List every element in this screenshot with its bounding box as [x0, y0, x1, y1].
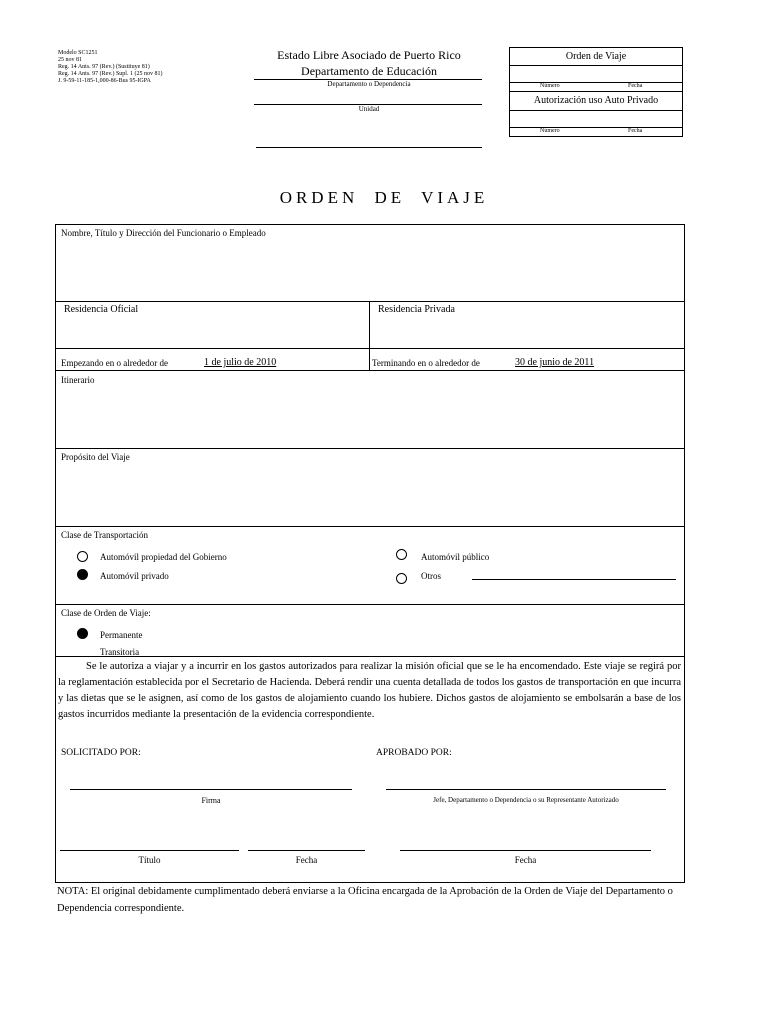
- date-label: Fecha: [628, 83, 643, 89]
- order-permanent-radio[interactable]: [77, 628, 88, 639]
- row-divider: [55, 604, 685, 605]
- title-field-label: Título: [138, 855, 161, 865]
- order-class-label: Clase de Orden de Viaje:: [61, 608, 151, 618]
- travel-order-number-title: Orden de Viaje: [565, 51, 627, 62]
- purpose-label: Propósito del Viaje: [61, 452, 130, 462]
- row-divider: [55, 448, 685, 449]
- row-divider: [55, 348, 685, 349]
- travel-order-number-field[interactable]: [510, 82, 682, 83]
- ref-divider: [510, 65, 682, 66]
- department-name: Departamento de Educación: [301, 64, 437, 78]
- transport-option-label: Automóvil propiedad del Gobierno: [100, 552, 227, 562]
- approval-date-line[interactable]: [400, 850, 651, 851]
- ref-divider: [510, 91, 682, 92]
- private-car-auth-title: Autorización uso Auto Privado: [533, 95, 659, 106]
- form-meta-line: Reg. 14 Ants. 97 (Rev.) (Sustituye 81): [58, 64, 150, 70]
- dept-label: Departamento o Dependencia: [327, 80, 411, 88]
- start-date-label: Empezando en o alrededor de: [61, 358, 168, 368]
- transport-other-radio[interactable]: [396, 573, 407, 584]
- requested-by-label: SOLICITADO POR:: [61, 748, 141, 758]
- form-metadata: [58, 50, 208, 85]
- request-date-line[interactable]: [248, 850, 365, 851]
- row-divider: [55, 656, 685, 657]
- official-residence-label: Residencia Oficial: [64, 304, 139, 315]
- transport-gov-car-radio[interactable]: [77, 551, 88, 562]
- purpose-field[interactable]: [56, 464, 684, 524]
- number-label: Número: [540, 128, 560, 134]
- form-meta-line: Reg. 14 Ants. 97 (Rev.) Supl. 1 (25 nov 81): [58, 71, 163, 77]
- request-date-label: Fecha: [295, 855, 318, 865]
- authorization-text: Se le autoriza a viajar y a incurrir en los gastos autorizados para realizar la misión oficial que se le ha encomendado. Este viaje se regirá por la reglamentación establecida por el Secretario de Hacienda. Deberá rendir una cuenta detallada de todos los gastos de transportación en que incurra y las dietas que se le asignen, así como de los gastos de alojamiento cuando los hubiere. Dichos gastos de alojamiento se embolsarán a base de los gastos incurridos mediante la presentación de la evidencia correspondiente.: [58, 661, 681, 720]
- itinerary-label: Itinerario: [61, 375, 95, 385]
- transport-option-label: Automóvil privado: [100, 571, 169, 581]
- chief-label: Jefe, Departamento o Dependencia o su Representante Autorizado: [433, 796, 619, 804]
- number-label: Número: [540, 83, 560, 89]
- approver-signature-line[interactable]: [386, 789, 666, 790]
- requester-signature-line[interactable]: [70, 789, 352, 790]
- private-residence-label: Residencia Privada: [378, 304, 455, 315]
- form-meta-line: J. 9-59-11-185-1,000-86-Bus 95-IGPA: [58, 78, 151, 84]
- private-car-auth-number-field[interactable]: [510, 127, 682, 128]
- end-date-value[interactable]: 30 de junio de 2011: [515, 357, 595, 368]
- column-divider: [369, 301, 370, 370]
- order-option-label: Permanente: [100, 630, 143, 640]
- title-line[interactable]: [60, 850, 239, 851]
- footer-note: NOTA: El original debidamente cumplimentado deberá enviarse a la Oficina encargada de la Aprobación de la Orden de Viaje del Departamento o Dependencia correspondiente.: [57, 886, 673, 914]
- transport-option-label: Automóvil público: [421, 552, 490, 562]
- transport-option-label: Otros: [421, 571, 441, 581]
- transport-private-car-radio[interactable]: [77, 569, 88, 580]
- row-divider: [55, 526, 685, 527]
- order-option-label: Transitoria: [100, 647, 140, 657]
- signature-label: Firma: [201, 796, 221, 805]
- approval-date-label: Fecha: [514, 855, 537, 865]
- approved-by-label: APROBADO POR:: [376, 748, 452, 758]
- transport-other-field[interactable]: [472, 579, 676, 580]
- row-divider: [55, 301, 685, 302]
- employee-name-field[interactable]: [56, 240, 684, 300]
- form-meta-line: 25 nov 81: [58, 57, 82, 63]
- row-divider: [55, 370, 685, 371]
- page-title: ORDEN DE VIAJE: [279, 188, 489, 207]
- transport-class-label: Clase de Transportación: [61, 530, 148, 540]
- end-date-label: Terminando en o alrededor de: [372, 358, 480, 368]
- reference-box: [509, 47, 683, 137]
- date-label: Fecha: [628, 128, 643, 134]
- form-meta-line: Modelo SC1251: [58, 50, 98, 56]
- ref-divider: [510, 110, 682, 111]
- start-date-value[interactable]: 1 de julio de 2010: [204, 357, 277, 368]
- header-bottom-line: [256, 147, 482, 148]
- itinerary-field[interactable]: [56, 388, 684, 446]
- employee-name-label: Nombre, Título y Dirección del Funcionario o Empleado: [61, 228, 266, 238]
- unit-label: Unidad: [358, 105, 380, 113]
- transport-public-car-radio[interactable]: [396, 549, 407, 560]
- org-name: Estado Libre Asociado de Puerto Rico: [277, 48, 461, 62]
